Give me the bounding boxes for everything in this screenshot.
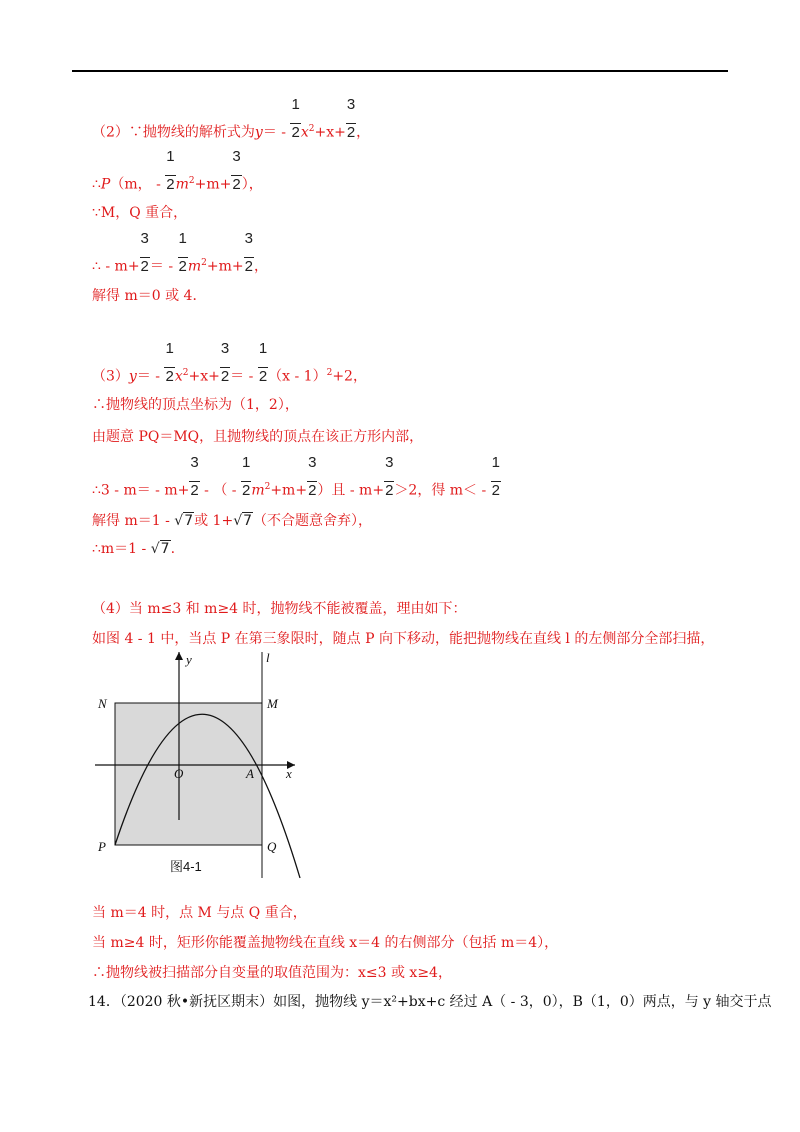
part3-line2: ∴抛物线的顶点坐标为（1，2）， [92, 397, 299, 413]
part4-line4: 当 m≥4 时，矩形你能覆盖抛物线在直线 x＝4 的右侧部分（包括 m＝4）， [92, 935, 559, 951]
part4-line2: 如图 4 - 1 中，当点 P 在第三象限时，随点 P 向下移动，能把抛物线在直线 l 的左侧部分全部扫描， [92, 631, 715, 647]
label-A: A [246, 766, 254, 781]
label-P: P [98, 839, 106, 854]
label-x: x [286, 766, 292, 781]
question-14: 14．（2020 秋•新抚区期末）如图，抛物线 y＝x²+bx+c 经过 A（ - 3，0），B（1，0）两点，与 y 轴交于点 [88, 994, 772, 1010]
fraction-three-halves: $\frac{3}{2}$ [244, 229, 253, 275]
part2-line5: 解得 m＝0 或 4． [92, 288, 207, 304]
fraction-half: $\frac{1}{2}$ [241, 453, 251, 499]
coverage-square [115, 703, 262, 845]
label-y: y [186, 652, 192, 667]
fraction-half: $\frac{1}{2}$ [291, 95, 300, 141]
label-l: l [266, 650, 270, 665]
part4-line1: （4）当 m≤3 和 m≥4 时，抛物线不能被覆盖，理由如下： [92, 601, 467, 617]
label-N: N [98, 696, 107, 711]
fraction-half: $\frac{1}{2}$ [165, 339, 174, 385]
fraction-half: $\frac{1}{2}$ [491, 453, 501, 499]
figure-4-1 [90, 648, 310, 880]
sqrt-seven: √7 [233, 513, 253, 529]
part4-line5: ∴抛物线被扫描部分自变量的取值范围为：x≤3 或 x≥4， [92, 965, 452, 981]
part3-line6: ∴m＝1 - √7. [92, 541, 176, 557]
part2-line1: （2）∵抛物线的解析式为y＝ - $\frac{1}{2}x^2+x+$ $\frac{3}{2}$， [92, 95, 371, 141]
figure-caption: 图4-1 [170, 859, 202, 874]
part3-line3: 由题意 PQ＝MQ，且抛物线的顶点在该正方形内部， [92, 429, 424, 445]
fraction-three-halves: $\frac{3}{2}$ [220, 339, 230, 385]
fraction-three-halves: $\frac{3}{2}$ [190, 453, 199, 499]
label-Q: Q [267, 839, 277, 854]
fraction-three-halves: $\frac{3}{2}$ [140, 229, 149, 275]
fraction-half: $\frac{1}{2}$ [258, 339, 268, 385]
fraction-three-halves: $\frac{3}{2}$ [232, 147, 241, 193]
part2-line3: ∵M，Q 重合， [92, 205, 188, 221]
label-O: O [174, 766, 184, 781]
label-M: M [267, 696, 278, 711]
part3-line4: ∴3 - m＝ - m+ $\frac{3}{2}$ - （ - $\frac{1}{2}m^2+m+$ $\frac{3}{2}$）且 - m+ $\frac{3}{2}>2$，得 m＜ - $\frac{1}{2}$ [92, 453, 501, 499]
fraction-half: $\frac{1}{2}$ [166, 147, 175, 193]
fraction-three-halves: $\frac{3}{2}$ [346, 95, 356, 141]
fraction-three-halves: $\frac{3}{2}$ [308, 453, 317, 499]
part3-line5: 解得 m＝1 - √7或 1+√7（不合题意舍弃）， [92, 513, 373, 529]
header-rule [72, 70, 728, 72]
y-axis-arrow [175, 652, 183, 660]
sqrt-seven: √7 [174, 513, 194, 529]
part2-line2: ∴P（m， - $\frac{1}{2}m^2+m+$ $\frac{3}{2}$）， [92, 147, 263, 193]
fraction-half: $\frac{1}{2}$ [178, 229, 187, 275]
fraction-three-halves: $\frac{3}{2}$ [385, 453, 394, 499]
part4-line3: 当 m＝4 时，点 M 与点 Q 重合， [92, 905, 307, 921]
sqrt-seven: √7 [150, 541, 170, 557]
part2-line4: ∴ - m+ $\frac{3}{2}=$ - $\frac{1}{2}m^2+m+$ $\frac{3}{2}$， [92, 229, 268, 275]
part3-line1: （3）y＝ - $\frac{1}{2}x^2+x+$ $\frac{3}{2}=$ - $\frac{1}{2}(x - 1)^2+2$， [92, 339, 367, 385]
